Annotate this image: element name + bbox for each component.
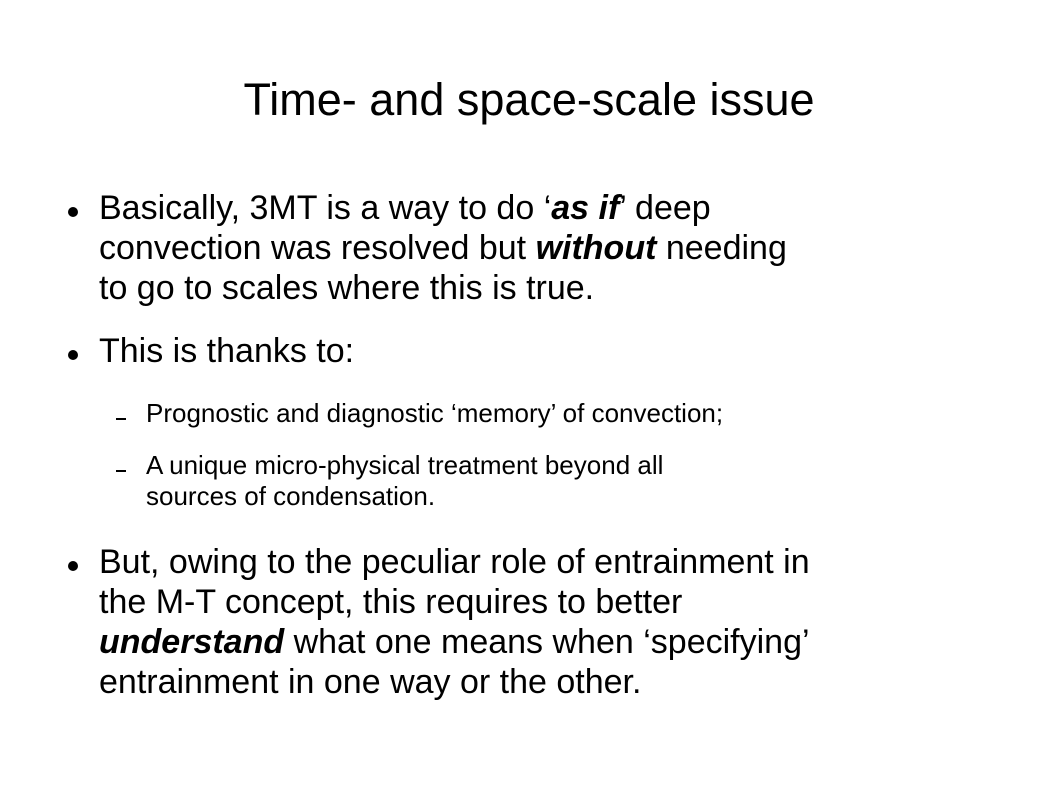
bullet-1-line-2: convection was resolved but without needing <box>99 229 787 267</box>
bullet-3-line-3: understand what one means when ‘specifying’ <box>99 623 810 661</box>
bullet-1-line-3: to go to scales where this is true. <box>99 269 595 307</box>
emphasis-without: without <box>535 229 657 267</box>
slide-title: Time- and space-scale issue <box>243 74 815 125</box>
bullet-dot-icon <box>68 350 78 360</box>
sub-bullet-1-text: Prognostic and diagnostic ‘memory’ of convection; <box>146 398 724 428</box>
bullet-2-text: This is thanks to: <box>99 332 355 370</box>
bullet-1-line-1: Basically, 3MT is a way to do ‘as if’ deep <box>99 189 711 227</box>
bullet-1-text <box>99 188 1019 308</box>
dash-bullet-icon <box>116 418 126 420</box>
emphasis-as-if: as if <box>551 189 620 227</box>
bullet-dot-icon <box>68 561 78 571</box>
bullet-3-line-1: But, owing to the peculiar role of entrainment in <box>99 543 810 581</box>
emphasis-understand: understand <box>99 623 285 661</box>
bullet-3-line-2: the M-T concept, this requires to better <box>99 583 683 621</box>
dash-bullet-icon <box>116 470 126 472</box>
bullet-3-line-4: entrainment in one way or the other. <box>99 663 642 701</box>
bullet-dot-icon <box>68 207 78 217</box>
bullet-3-text <box>99 542 1019 702</box>
sub-bullet-2-text: A unique micro-physical treatment beyond all sources of condensation. <box>146 450 664 511</box>
